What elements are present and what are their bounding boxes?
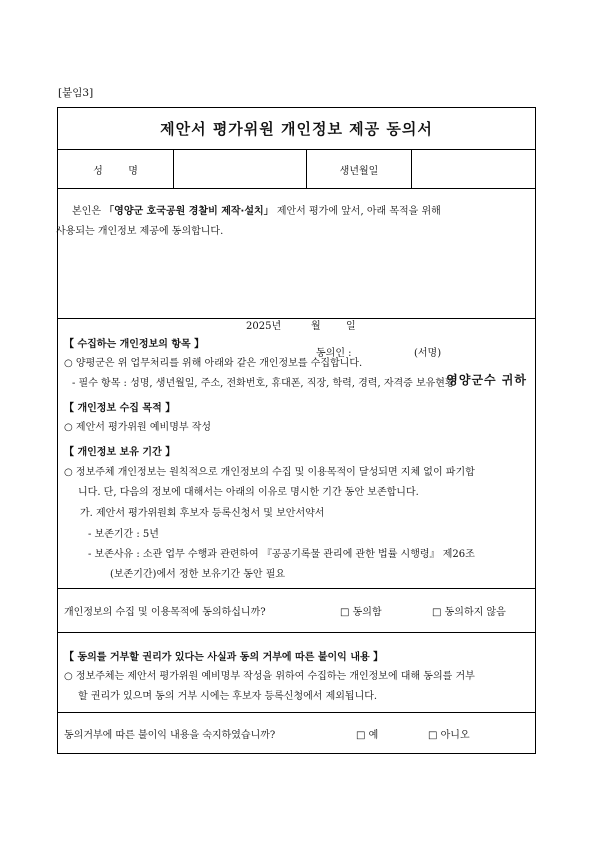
name-row xyxy=(58,150,535,189)
consent-line2: 사용되는 개인정보 제공에 동의합니다. xyxy=(56,226,224,237)
info-items-section xyxy=(58,319,535,589)
date-month: 월 xyxy=(311,321,321,332)
refusal-section xyxy=(58,633,535,713)
disagree-checkbox[interactable]: □ 동의하지 않음 xyxy=(432,607,506,618)
retention-heading: 【 개인정보 보유 기간 】 xyxy=(64,447,176,458)
signer-label: 동의인 : xyxy=(316,348,352,359)
date-year: 2025년 xyxy=(246,321,282,332)
question1-row xyxy=(58,589,535,633)
addressee: 영양군수 귀하 xyxy=(446,373,527,387)
date-day: 일 xyxy=(346,321,356,332)
retention-line2: 니다. 단, 다음의 정보에 대해서는 아래의 이유로 명시한 기간 동안 보존합니다. xyxy=(78,487,419,498)
agree-checkbox[interactable]: □ 동의함 xyxy=(340,607,382,618)
refusal-line1: ○ 정보주체는 제안서 평가위원 예비명부 작성을 위하여 수집하는 개인정보에 대해 동의를 거부 xyxy=(64,671,475,682)
purpose-heading: 【 개인정보 수집 목적 】 xyxy=(64,403,176,414)
annex-label: [붙임3] xyxy=(58,87,94,99)
form-title: 제안서 평가위원 개인정보 제공 동의서 xyxy=(58,108,535,150)
items-line2: - 필수 항목 : 성명, 생년월일, 주소, 전화번호, 휴대폰, 직장, 학력, 경력, 자격증 보유현황 xyxy=(72,378,455,389)
retention-line3: 가. 제안서 평가위원회 후보자 등록신청서 및 보안서약서 xyxy=(80,508,325,519)
items-line1: ○ 양평군은 위 업무처리를 위해 아래와 같은 개인정보를 수집합니다. xyxy=(64,358,363,369)
retention-line1: ○ 정보주체 개인정보는 원칙적으로 개인정보의 수집 및 이용목적이 달성되면 지체 없이 파기합 xyxy=(64,467,475,478)
yes-checkbox[interactable]: □ 예 xyxy=(356,730,379,741)
consent-line1-post: 제안서 평가에 앞서, 아래 목적을 위해 xyxy=(273,206,441,217)
birth-field[interactable] xyxy=(412,150,535,188)
retention-line5: - 보존사유 : 소관 업무 수행과 관련하여 『공공기록물 관리에 관한 법률 시행령』 제26조 xyxy=(88,549,475,560)
refusal-line2: 할 권리가 있으며 동의 거부 시에는 후보자 등록신청에서 제외됩니다. xyxy=(78,691,378,702)
project-name: 「영양군 호국공원 경찰비 제작·설치」 xyxy=(104,206,274,217)
retention-line6: (보존기간)에서 정한 보유기간 동안 필요 xyxy=(110,569,286,580)
items-heading: 【 수집하는 개인정보의 항목 】 xyxy=(64,339,205,350)
name-label: 성 명 xyxy=(58,150,174,188)
question1-text: 개인정보의 수집 및 이용목적에 동의하십니까? xyxy=(64,607,266,618)
no-checkbox[interactable]: □ 아니오 xyxy=(428,730,470,741)
signature-field[interactable]: (서명) xyxy=(414,348,442,359)
refusal-heading: 【 동의를 거부할 권리가 있다는 사실과 동의 거부에 따른 불이익 내용 】 xyxy=(64,652,384,663)
consent-line1-pre: 본인은 xyxy=(72,206,105,217)
name-field[interactable] xyxy=(174,150,307,188)
purpose-line: ○ 제안서 평가위원 예비명부 작성 xyxy=(64,422,212,433)
question2-row xyxy=(58,713,535,753)
question2-text: 동의거부에 따른 불이익 내용을 숙지하였습니까? xyxy=(64,730,276,741)
retention-line4: - 보존기간 : 5년 xyxy=(88,529,159,540)
consent-form xyxy=(57,107,536,754)
birth-label: 생년월일 xyxy=(307,150,412,188)
consent-paragraph xyxy=(56,202,529,242)
